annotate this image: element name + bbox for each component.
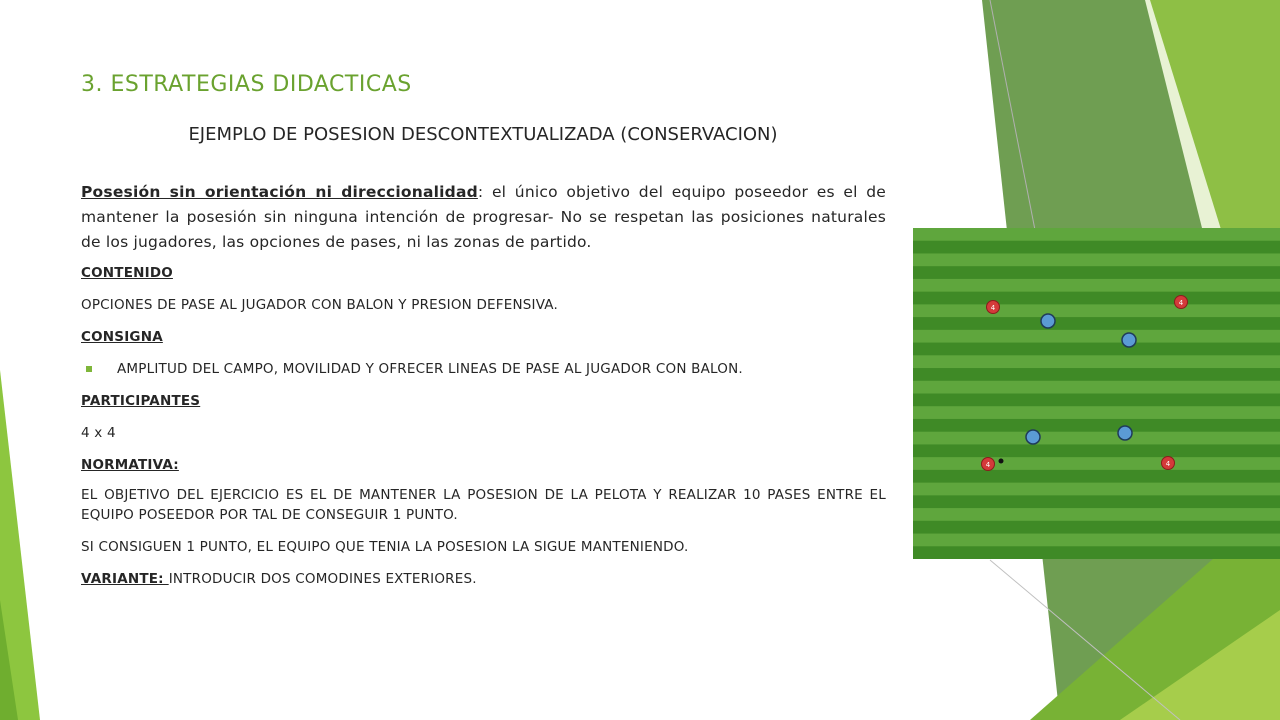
consigna-bullet-text: AMPLITUD DEL CAMPO, MOVILIDAD Y OFRECER LINEAS DE PASE AL JUGADOR CON BALON. [117, 361, 743, 377]
blue-player [1122, 333, 1136, 347]
red-player-number: 4 [990, 304, 996, 312]
bullet-square-icon [86, 366, 92, 372]
intro-lead: Posesión sin orientación ni direccionalidad [81, 183, 478, 201]
red-player [1175, 296, 1188, 309]
contenido-heading: CONTENIDO [81, 265, 173, 281]
field-svg [913, 228, 1280, 559]
ball-icon [999, 459, 1004, 464]
normativa-heading: NORMATIVA: [81, 457, 179, 473]
field-stripe [913, 508, 1280, 521]
consigna-bullet [81, 359, 886, 379]
field-stripe [913, 406, 1280, 419]
field-stripe [913, 355, 1280, 368]
variante-label: VARIANTE: [81, 571, 169, 587]
field-stripe [913, 483, 1280, 496]
soccer-field-diagram [913, 228, 1280, 559]
normativa-text-1: EL OBJETIVO DEL EJERCICIO ES EL DE MANTENER LA POSESION DE LA PELOTA Y REALIZAR 10 PASES ENTRE EL EQUIPO POSEEDOR POR TAL DE CONSEGUIR 1 PUNTO. [81, 487, 886, 523]
participantes-heading: PARTICIPANTES [81, 393, 201, 409]
slide-subtitle: EJEMPLO DE POSESION DESCONTEXTUALIZADA (CONSERVACION) [188, 124, 778, 145]
variante-line [81, 569, 886, 589]
field-stripe [913, 534, 1280, 547]
field-stripe [913, 457, 1280, 470]
field-stripe [913, 304, 1280, 317]
intro-paragraph [81, 180, 886, 255]
field-stripe [913, 253, 1280, 266]
contenido-text: OPCIONES DE PASE AL JUGADOR CON BALON Y PRESION DEFENSIVA. [81, 297, 558, 313]
blue-player [1118, 426, 1132, 440]
red-player [982, 458, 995, 471]
red-player [987, 301, 1000, 314]
field-stripe [913, 279, 1280, 292]
field-stripe [913, 228, 1280, 241]
red-player-number: 4 [1178, 299, 1184, 307]
intro-text: : el único objetivo del equipo poseedor es el de mantener la posesión sin ninguna intención de progresar- No se respetan las posiciones naturales de los jugadores, las opciones de pases, ni las zonas de partido. [81, 183, 886, 251]
section-title: 3. ESTRATEGIAS DIDACTICAS [81, 72, 412, 97]
participantes-text: 4 x 4 [81, 425, 116, 441]
blue-player [1026, 430, 1040, 444]
consigna-heading: CONSIGNA [81, 329, 163, 345]
red-player-number: 4 [985, 461, 991, 469]
field-stripe [913, 330, 1280, 343]
field-stripe [913, 381, 1280, 394]
blue-player [1041, 314, 1055, 328]
red-player [1162, 457, 1175, 470]
red-player-number: 4 [1165, 460, 1171, 468]
field-stripe [913, 432, 1280, 445]
slide-content [81, 180, 886, 601]
variante-text: INTRODUCIR DOS COMODINES EXTERIORES. [168, 571, 477, 587]
normativa-text-2: SI CONSIGUEN 1 PUNTO, EL EQUIPO QUE TENIA LA POSESION LA SIGUE MANTENIENDO. [81, 539, 689, 555]
